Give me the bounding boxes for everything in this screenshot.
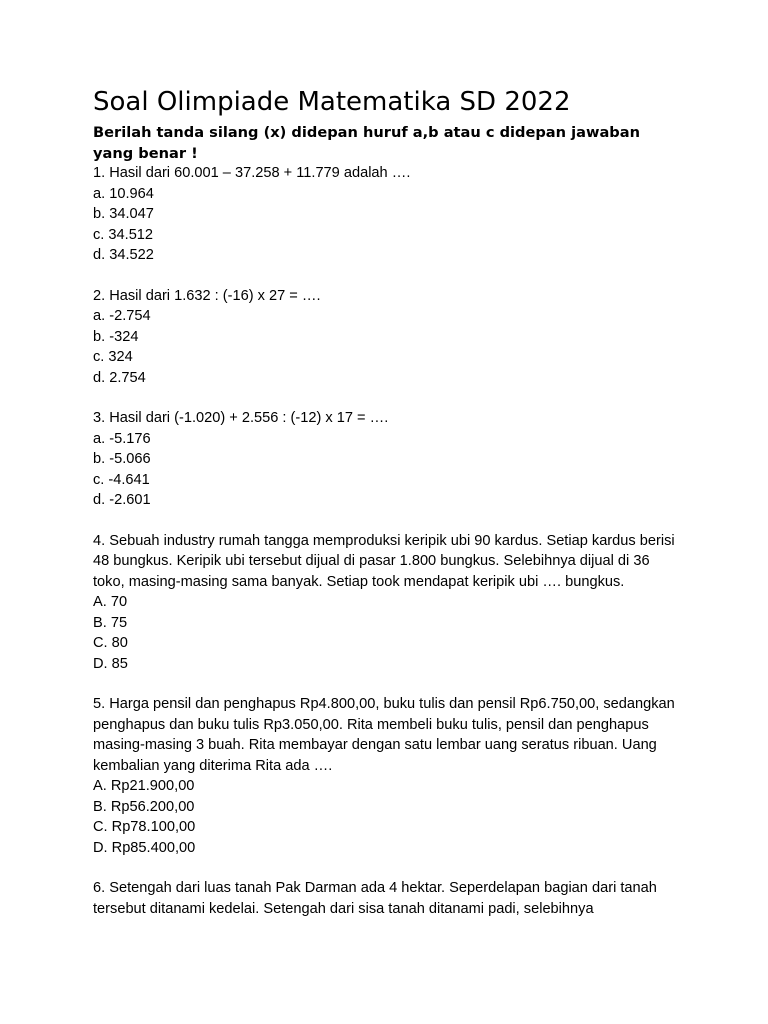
option-a: A. 70 — [93, 594, 128, 610]
option-c: c. 34.512 — [93, 226, 154, 243]
question-4 — [93, 531, 683, 675]
option-a: a. 10.964 — [93, 185, 154, 202]
option-b: B. Rp56.200,00 — [93, 798, 195, 815]
option-a: a. -2.754 — [93, 308, 151, 324]
question-2 — [93, 286, 683, 389]
option-d: D. 85 — [93, 655, 128, 672]
question-text: 1. Hasil dari 60.001 – 37.258 + 11.779 adalah …. — [93, 165, 411, 181]
question-text: 5. Harga pensil dan penghapus Rp4.800,00, buku tulis dan pensil Rp6.750,00, sedangkan penghapus dan buku tulis Rp3.050,00. Rita membeli buku tulis, pensil dan penghapus masing-masing 3 buah. Rita membayar dengan satu lembar uang seratus ribuan. Uang kembalian yang diterima Rita ada …. — [93, 696, 675, 774]
option-a: a. -5.176 — [93, 430, 151, 447]
option-c: C. Rp78.100,00 — [93, 819, 196, 835]
option-b: b. -5.066 — [93, 451, 151, 467]
question-1 — [93, 163, 683, 266]
option-b: b. 34.047 — [93, 206, 154, 222]
question-text: 3. Hasil dari (-1.020) + 2.556 : (-12) x 17 = …. — [93, 410, 389, 426]
question-text: 4. Sebuah industry rumah tangga memproduksi keripik ubi 90 kardus. Setiap kardus berisi 48 bungkus. Keripik ubi tersebut dijual di pasar 1.800 bungkus. Selebihnya dijual di 36 toko, masing-masing sama banyak. Setiap took mendapat keripik ubi …. bungkus. — [93, 532, 675, 590]
option-a: A. Rp21.900,00 — [93, 778, 195, 794]
option-b: b. -324 — [93, 328, 139, 345]
question-5 — [93, 694, 683, 858]
question-text: 6. Setengah dari luas tanah Pak Darman ada 4 hektar. Seperdelapan bagian dari tanah tersebut ditanami kedelai. Setengah dari sisa tanah ditanami padi, selebihnya — [93, 880, 657, 917]
option-c: C. 80 — [93, 635, 128, 651]
question-list — [93, 163, 683, 919]
option-c: c. 324 — [93, 349, 133, 365]
option-c: c. -4.641 — [93, 471, 150, 488]
question-6 — [93, 878, 683, 919]
option-d: d. -2.601 — [93, 492, 151, 508]
instruction-text: Berilah tanda silang (x) didepan huruf a,b atau c didepan jawaban yang benar ! — [93, 124, 640, 162]
document-page — [93, 84, 683, 1024]
option-d: d. 34.522 — [93, 247, 154, 263]
option-d: d. 2.754 — [93, 369, 146, 386]
page-title: Soal Olimpiade Matematika SD 2022 — [93, 87, 571, 117]
question-text: 2. Hasil dari 1.632 : (-16) x 27 = …. — [93, 287, 321, 304]
option-b: B. 75 — [93, 614, 128, 631]
option-d: D. Rp85.400,00 — [93, 839, 196, 856]
question-3 — [93, 408, 683, 511]
